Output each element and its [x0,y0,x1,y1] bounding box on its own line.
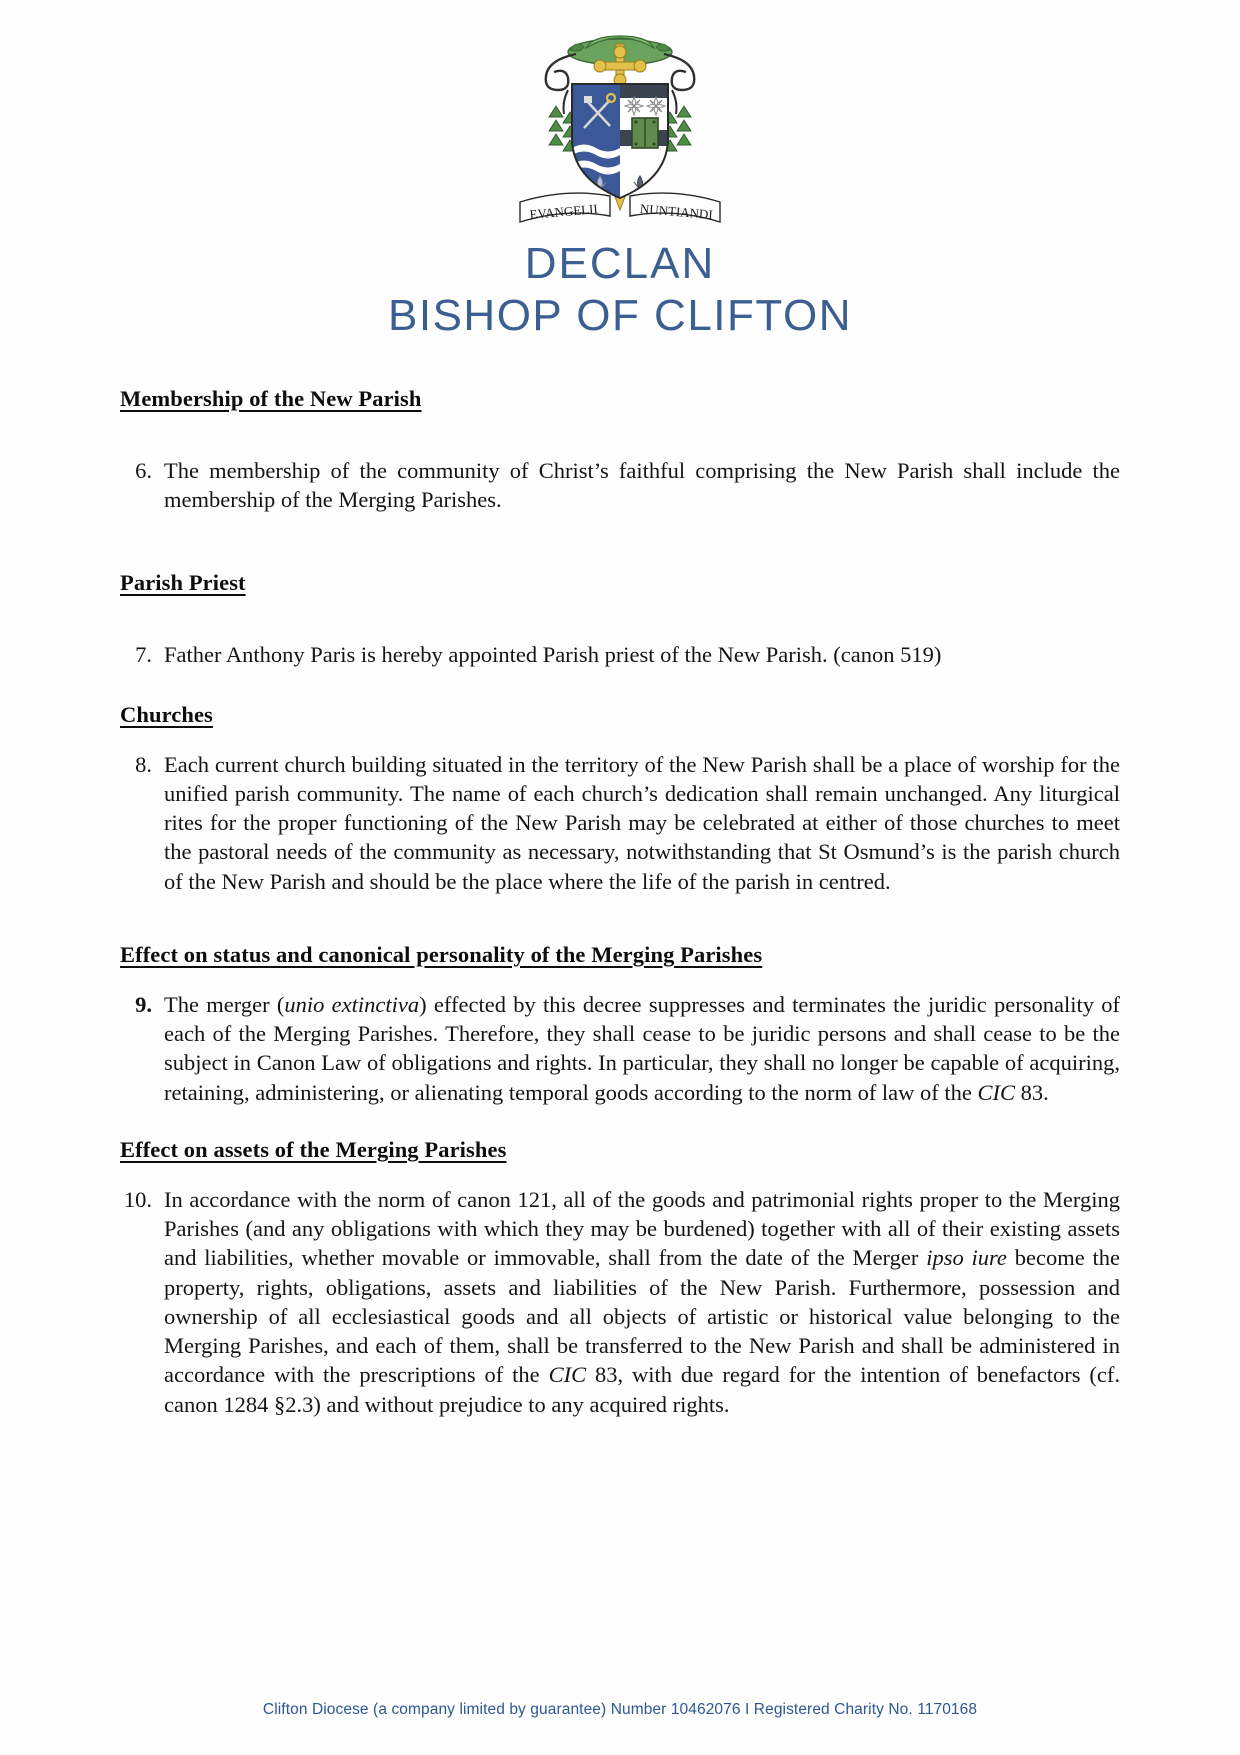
clause-text: Father Anthony Paris is hereby appointed Parish priest of the New Parish. (canon 519) [164,642,942,668]
clause-text-part3: 83. [1015,1079,1049,1105]
clause-italic-cic: CIC [977,1079,1016,1105]
motto-right-text: NUNTIANDI [639,200,714,223]
document-body [120,342,1120,1419]
clause-6 [120,456,1120,515]
clause-text-part2: become the property, rights, obligations, assets and liabilities of the New Parish. Furthermore, possession and ownership of all ecclesiastical goods and all objects of artistic or historical value belonging to the Merging Parishes, and each of them, shall be transferred to the New Parish and shall be administered in accordance with the prescriptions of the [164,1245,1120,1388]
bishop-name: DECLAN [524,239,716,288]
clause-number: 10. [123,1186,152,1212]
footer-text: Clifton Diocese (a company limited by guarantee) Number 10462076 I Registered Charity No. 1170168 [262,1701,978,1718]
clause-text-part3: 83, with due regard for the intention of benefactors (cf. canon 1284 §2.3) and without prejudice to any acquired rights. [164,1362,1120,1417]
motto-left-text: EVANGELII [528,201,599,222]
clause-text: The membership of the community of Christ’s faithful comprising the New Parish shall include the membership of the Merging Parishes. [164,457,1120,513]
clause-9 [120,990,1120,1107]
coat-of-arms-icon [500,26,740,231]
clause-7 [120,640,1120,669]
page-footer [0,1701,1240,1719]
clause-text-part2: ) effected by this decree suppresses and terminates the juridic personality of each of the Merging Parishes. Therefore, they shall cease to be juridic persons and shall cease to be the subject in Canon Law of obligations and rights. In particular, they shall no longer be capable of acquiring, retaining, administering, or alienating temporal goods according to the norm of law of the [164,991,1120,1105]
clause-text: Each current church building situated in the territory of the New Parish shall be a place of worship for the unified parish community. The name of each church’s dedication shall remain unchanged. Any liturgical rites for the proper functioning of the New Parish may be celebrated at either of those churches to meet the pastoral needs of the community as necessary, notwithstanding that St Osmund’s is the parish church of the New Parish and should be the place where the life of the parish in centred. [164,751,1120,894]
section-heading-churches: Churches [120,701,213,727]
clause-italic-unio-extinctiva: unio extinctiva [284,991,420,1017]
clause-text [164,990,1120,1107]
bishop-see: BISHOP OF CLIFTON [388,291,852,341]
clause-text-part1: The merger ( [164,991,285,1017]
clause-8 [120,750,1120,896]
section-heading-effect-assets: Effect on assets of the Merging Parishes [120,1136,507,1162]
clause-number: 9. [135,991,152,1017]
clause-italic-cic: CIC [548,1362,587,1388]
clause-text-part1: In accordance with the norm of canon 121, all of the goods and patrimonial rights proper to the Merging Parishes (and any obligations with which they may be burdened) together with all of their existing assets and liabilities, whether movable or immovable, shall from the date of the Merger [164,1186,1120,1271]
clause-number: 6. [135,457,152,483]
title-block [0,241,1240,342]
clause-number: 8. [135,751,152,777]
section-heading-membership: Membership of the New Parish [120,385,422,411]
clause-10 [120,1185,1120,1419]
section-heading-parish-priest: Parish Priest [120,570,246,596]
clause-text [164,1185,1120,1419]
section-heading-effect-status: Effect on status and canonical personality of the Merging Parishes [120,941,763,967]
clause-italic-ipso-iure: ipso iure [926,1245,1007,1271]
clause-number: 7. [135,642,152,668]
crest-container [0,0,1240,231]
